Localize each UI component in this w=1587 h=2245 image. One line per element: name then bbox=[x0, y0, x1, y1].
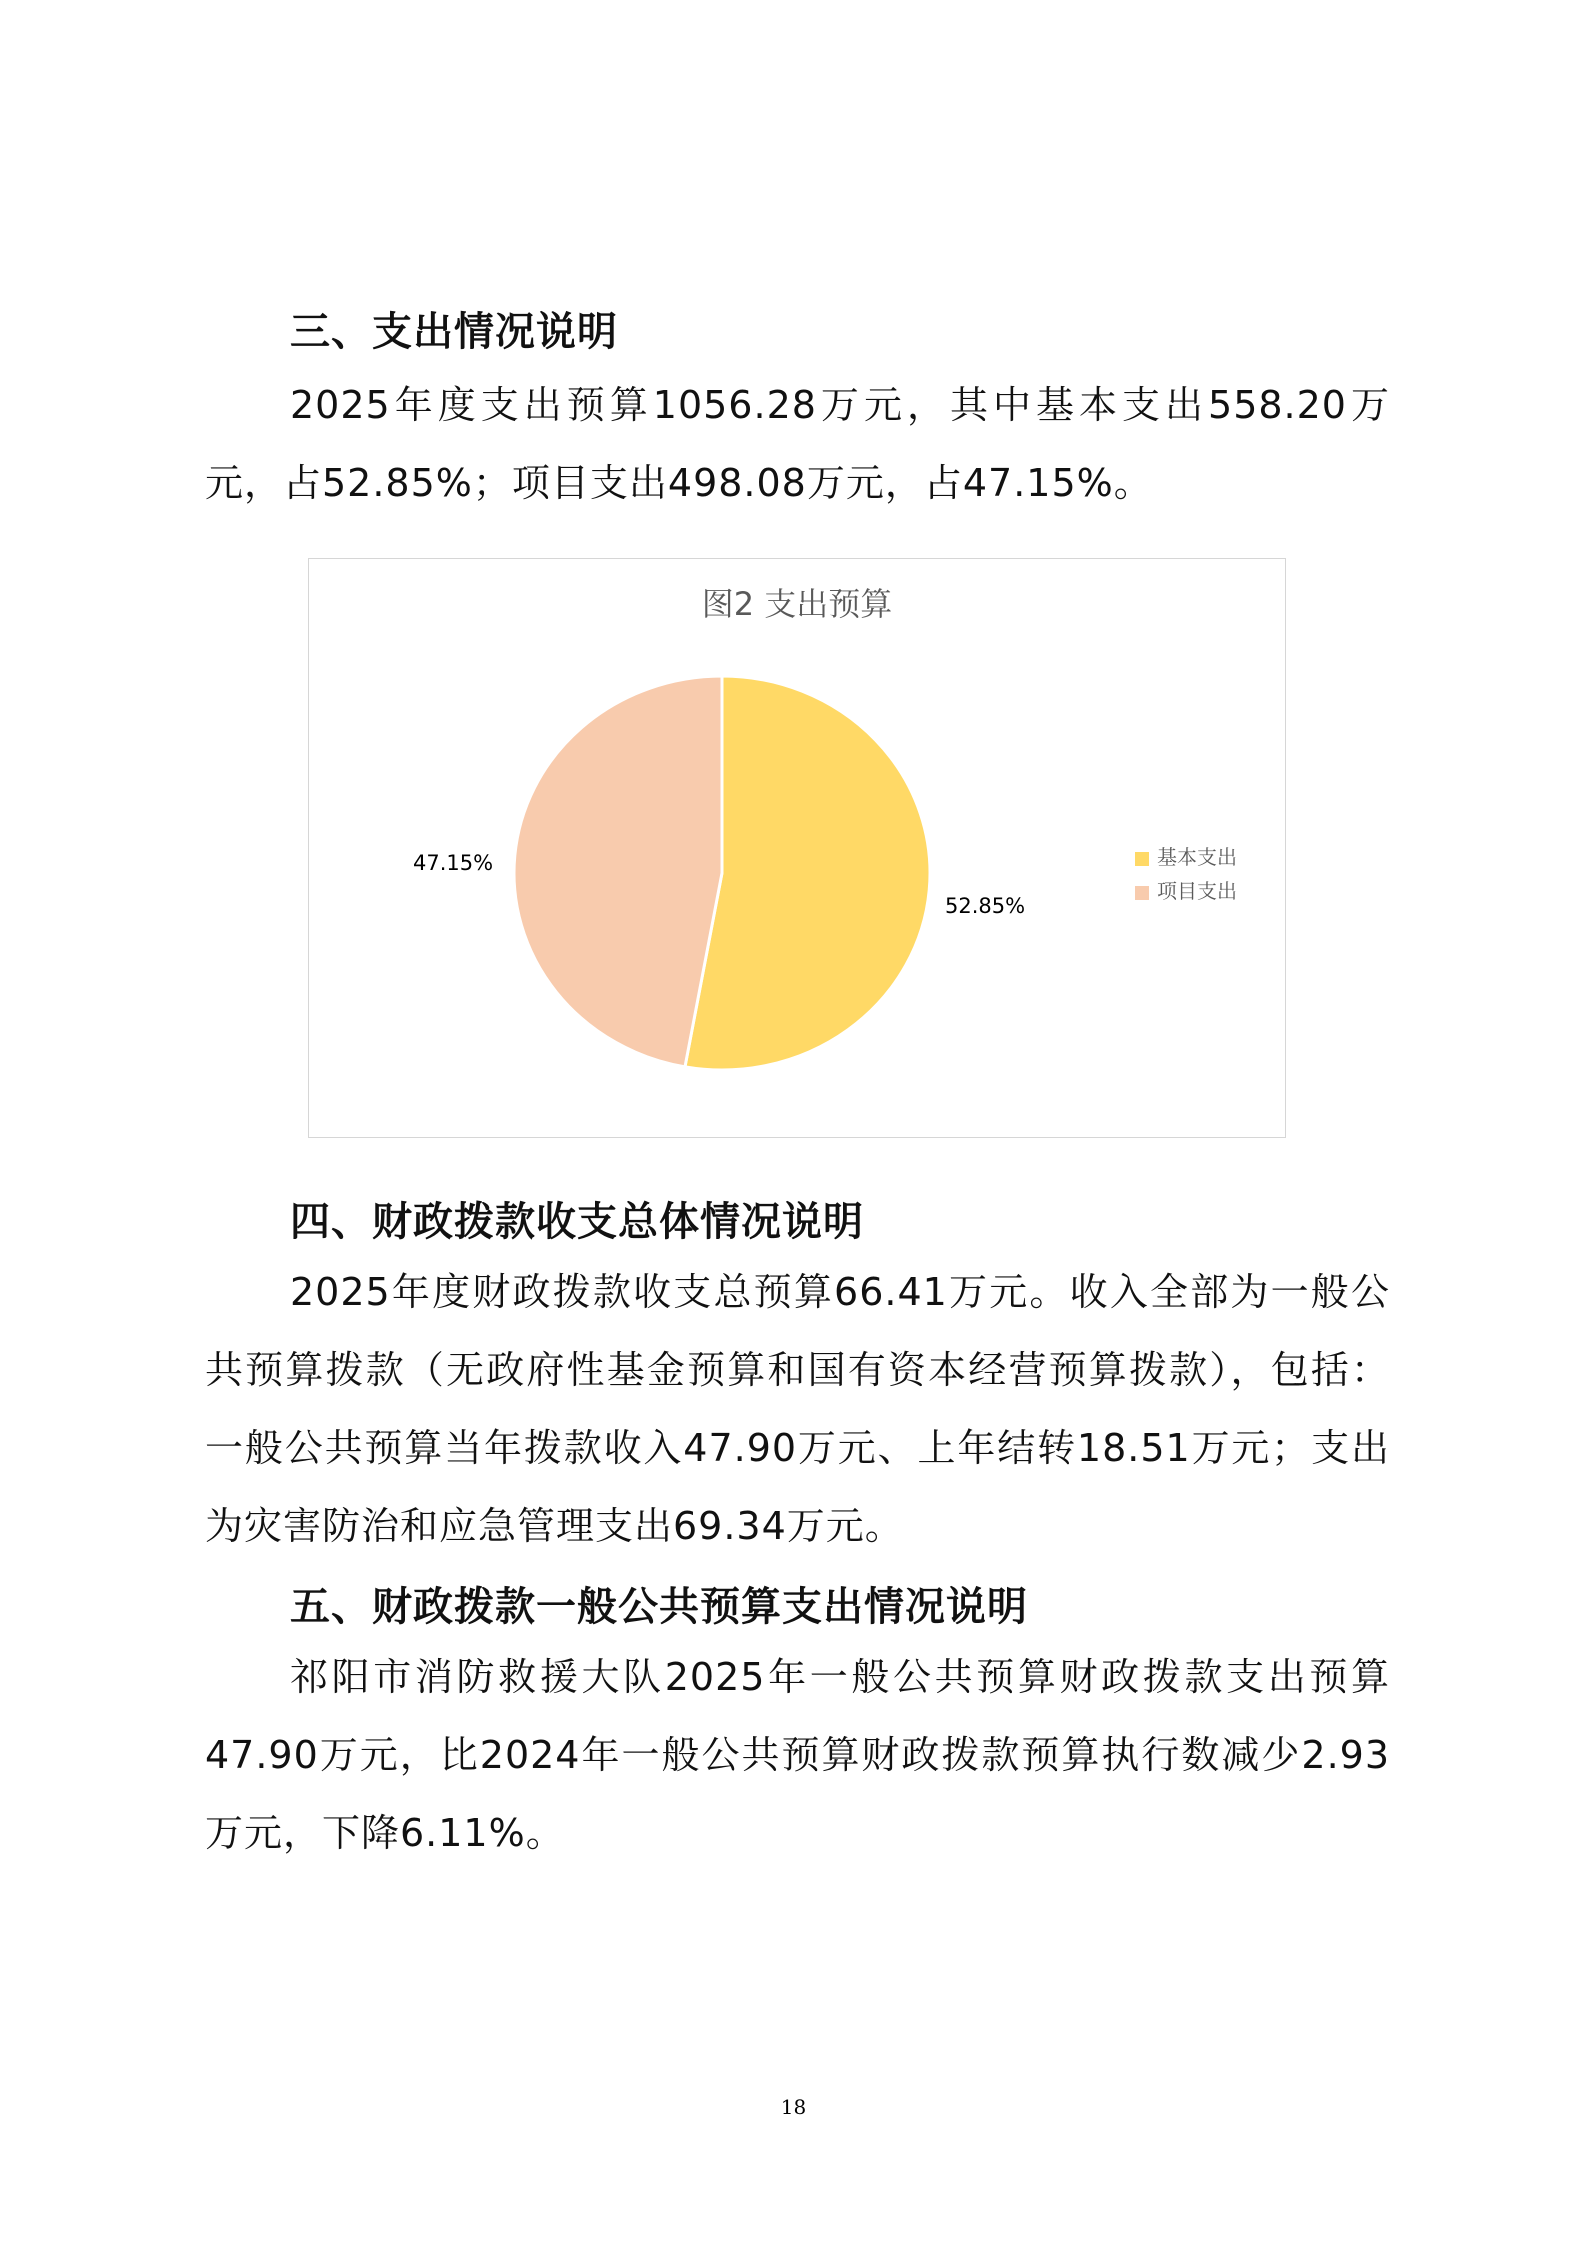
paragraph-general-budget: 祁阳市消防救援大队2025年一般公共预算财政拨款支出预算47.90万元，比2024年一般公共预算财政拨款预算执行数减少2.93万元，下降6.11%。 bbox=[205, 1655, 1390, 1855]
pie-chart bbox=[308, 558, 1286, 1138]
chart-title: 图2 支出预算 bbox=[701, 585, 893, 623]
section-heading-expenditure: 三、支出情况说明 bbox=[290, 309, 618, 355]
page-number: 18 bbox=[780, 2095, 807, 2119]
legend-swatch-project bbox=[1135, 886, 1149, 900]
data-label-basic: 52.85% bbox=[945, 894, 1026, 918]
section-heading-general-budget: 五、财政拨款一般公共预算支出情况说明 bbox=[290, 1584, 1028, 1630]
legend-swatch-basic bbox=[1135, 852, 1149, 866]
pie-slice-project bbox=[514, 676, 722, 1067]
paragraph-expenditure: 2025年度支出预算1056.28万元，其中基本支出558.20万元，占52.85%；项目支出498.08万元，占47.15%。 bbox=[205, 383, 1390, 505]
legend-label-project: 项目支出 bbox=[1157, 879, 1237, 903]
data-label-project: 47.15% bbox=[413, 851, 494, 875]
legend-item-basic bbox=[1135, 841, 1237, 870]
paragraph-fiscal-overall: 2025年度财政拨款收支总预算66.41万元。收入全部为一般公共预算拨款（无政府性基金预算和国有资本经营预算拨款），包括：一般公共预算当年拨款收入47.90万元、上年结转18.51万元；支出为灾害防治和应急管理支出69.34万元。 bbox=[205, 1270, 1390, 1548]
section-heading-fiscal-overall: 四、财政拨款收支总体情况说明 bbox=[290, 1199, 864, 1245]
legend-item-project bbox=[1135, 875, 1237, 904]
legend-label-basic: 基本支出 bbox=[1157, 845, 1237, 869]
